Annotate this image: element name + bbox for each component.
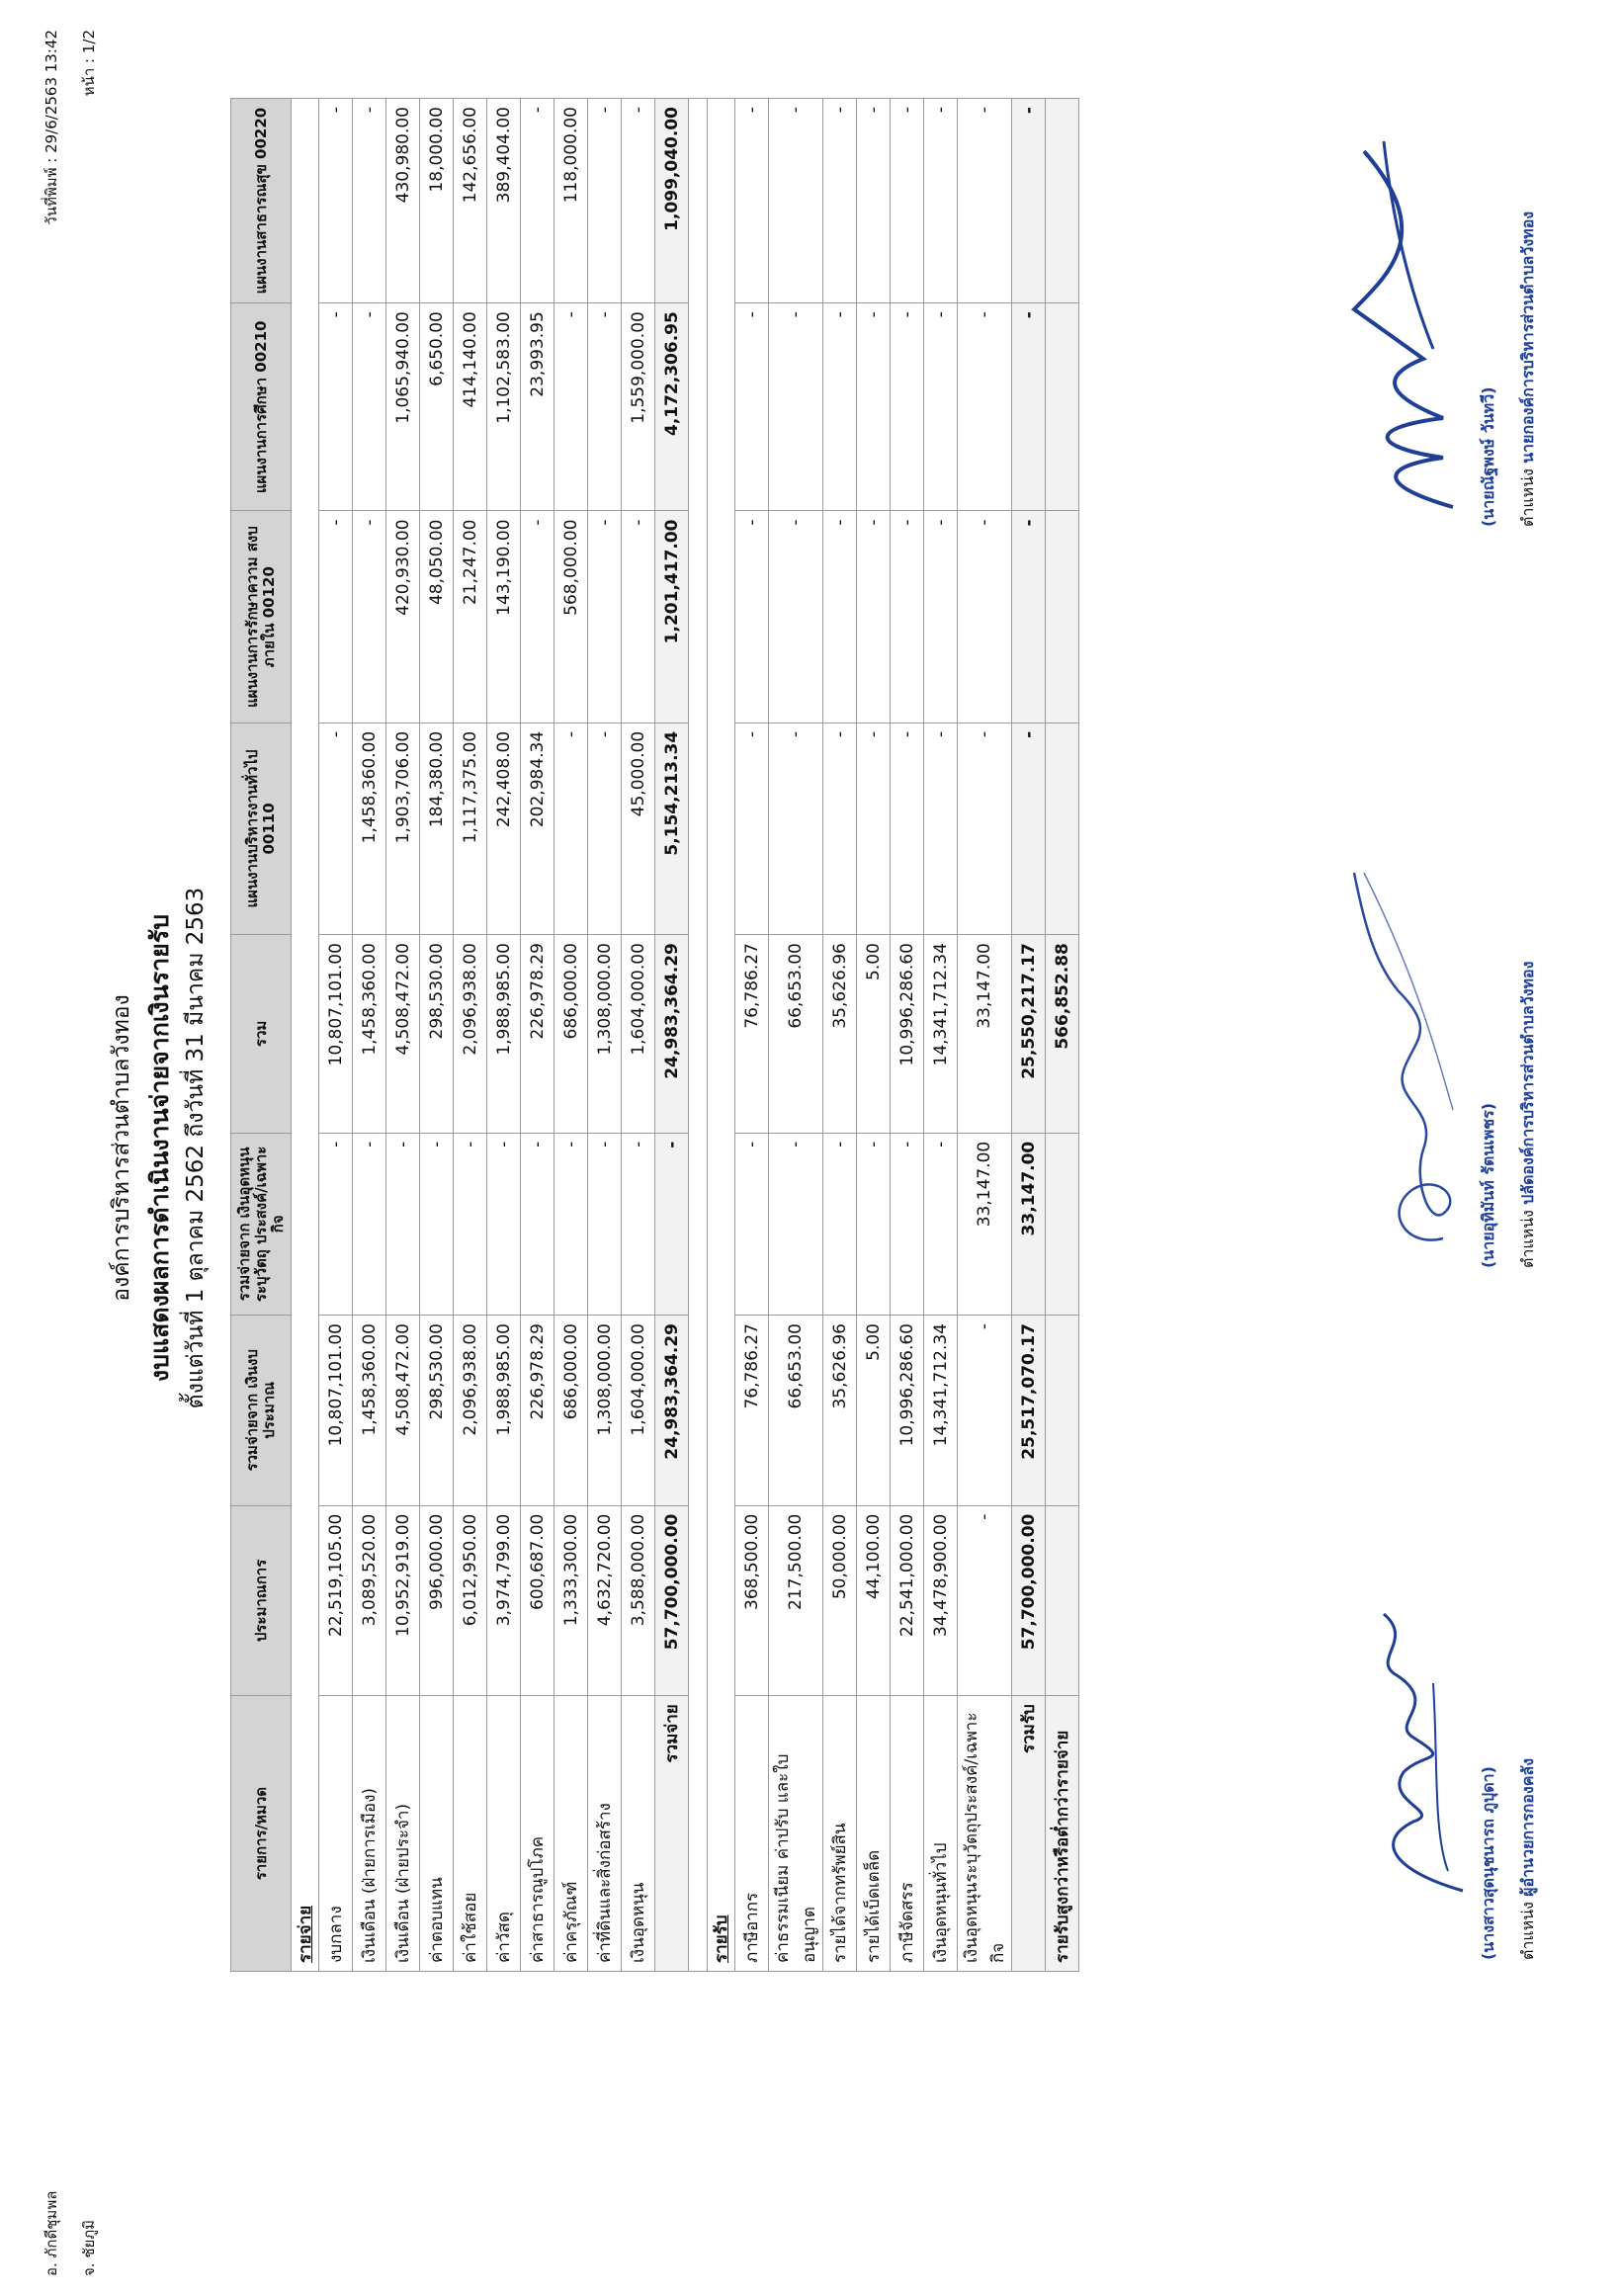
cell: -: [924, 1133, 958, 1315]
cell: รายได้เบ็ดเตล็ด: [857, 1696, 891, 1972]
cell: -: [622, 1133, 655, 1315]
cell: เงินอุดหนุนระบุวัตถุประสงค์/เฉพาะกิจ: [958, 1696, 1012, 1972]
cell: -: [958, 1316, 1012, 1506]
page-number: หน้า : 1/2: [80, 30, 98, 97]
cell: ค่าใช้สอย: [454, 1696, 487, 1972]
cell: -: [924, 723, 958, 934]
cell: 142,656.00: [454, 99, 487, 303]
report-title: งบแสดงผลการดำเนินงานจ่ายจากเงินรายรับ: [145, 913, 174, 1383]
position-label: ตำแหน่ง: [1518, 1210, 1537, 1268]
col-header-estimate: ประมาณการ: [231, 1505, 292, 1696]
cell: -: [1012, 511, 1046, 723]
cell: -: [588, 303, 622, 511]
report-period: ตั้งแต่วันที่ 1 ตุลาคม 2562 ถึงวันที่ 31 มีนาคม 2563: [183, 887, 209, 1409]
cell: 18,000.00: [420, 99, 454, 303]
cell: -: [857, 511, 891, 723]
cell: ค่าวัสดุ: [487, 1696, 521, 1972]
cell: -: [521, 1133, 554, 1315]
table-row: [554, 99, 588, 1972]
cell: -: [958, 1505, 1012, 1696]
section-row: [708, 99, 735, 1972]
cell: -: [386, 1133, 420, 1315]
cell: -: [588, 1133, 622, 1315]
table-row: [622, 99, 655, 1972]
cell: -: [622, 511, 655, 723]
table-row: [924, 99, 958, 1972]
cell: -: [1012, 723, 1046, 934]
handwritten-signature: [1354, 1594, 1483, 1911]
cell: -: [622, 99, 655, 303]
cell: 23,993.95: [521, 303, 554, 511]
cell: 1,117,375.00: [454, 723, 487, 934]
cell: -: [958, 723, 1012, 934]
cell: 66,653.00: [769, 1316, 823, 1506]
cell: 14,341,712.34: [924, 935, 958, 1134]
cell: 686,000.00: [554, 1316, 588, 1506]
cell: -: [521, 99, 554, 303]
cell: -: [319, 303, 353, 511]
cell: -: [857, 1133, 891, 1315]
cell: ค่าตอบแทน: [420, 1696, 454, 1972]
cell: -: [588, 99, 622, 303]
cell: 996,000.00: [420, 1505, 454, 1696]
signer-name: (นางสาวสุดนุชนารถ ภูปุดา): [1479, 1766, 1497, 1960]
cell: 35,626.96: [823, 935, 857, 1134]
cell: 1,065,940.00: [386, 303, 420, 511]
cell: ค่าสาธารณูปโภค: [521, 1696, 554, 1972]
cell: รวมรับ: [1012, 1696, 1046, 1972]
cell: 24,983,364.29: [655, 935, 689, 1134]
cell: 686,000.00: [554, 935, 588, 1134]
table-row: [588, 99, 622, 1972]
cell: -: [823, 99, 857, 303]
cell: -: [735, 1133, 769, 1315]
cell: 217,500.00: [769, 1505, 823, 1696]
cell: -: [958, 511, 1012, 723]
cell: 1,333,300.00: [554, 1505, 588, 1696]
cell: -: [891, 511, 924, 723]
cell: 21,247.00: [454, 511, 487, 723]
cell: 1,604,000.00: [622, 1316, 655, 1506]
cell: 10,807,101.00: [319, 935, 353, 1134]
cell: -: [353, 1133, 386, 1315]
position-label: ตำแหน่ง: [1518, 1902, 1537, 1960]
table-row: [891, 99, 924, 1972]
cell: ค่าครุภัณฑ์: [554, 1696, 588, 1972]
cell: 242,408.00: [487, 723, 521, 934]
cell: [1046, 723, 1079, 934]
cell: -: [319, 511, 353, 723]
cell: 33,147.00: [958, 935, 1012, 1134]
balance-label: รายรับสูงกว่าหรือต่ำกว่ารายจ่าย: [1046, 1696, 1079, 1972]
cell: ค่าที่ดินและสิ่งก่อสร้าง: [588, 1696, 622, 1972]
cell: 57,700,000.00: [655, 1505, 689, 1696]
cell: 14,341,712.34: [924, 1316, 958, 1506]
cell: -: [735, 303, 769, 511]
cell: -: [554, 723, 588, 934]
table-row: [353, 99, 386, 1972]
cell: 57,700,000.00: [1012, 1505, 1046, 1696]
table-row: [857, 99, 891, 1972]
table-row: [454, 99, 487, 1972]
report-table: [230, 98, 1079, 1972]
cell: -: [958, 303, 1012, 511]
cell: 389,404.00: [487, 99, 521, 303]
cell: -: [454, 1133, 487, 1315]
cell: 4,172,306.95: [655, 303, 689, 511]
section-row: [292, 99, 319, 1972]
cell: 4,632,720.00: [588, 1505, 622, 1696]
cell: 118,000.00: [554, 99, 588, 303]
cell: -: [823, 1133, 857, 1315]
cell: -: [1012, 99, 1046, 303]
signer-position: ผู้อำนวยการกองคลัง: [1518, 1757, 1537, 1897]
cell: [1046, 99, 1079, 303]
cell: -: [735, 99, 769, 303]
cell: ภาษีอากร: [735, 1696, 769, 1972]
cell: 1,308,000.00: [588, 1316, 622, 1506]
cell: -: [319, 723, 353, 934]
signer-position: นายกองค์การบริหารส่วนตำบลวังทอง: [1518, 211, 1537, 464]
spacer-row: [689, 99, 708, 1972]
table-row: [487, 99, 521, 1972]
col-header-general-admin: แผนงานบริหารงานทั่วไป 00110: [231, 723, 292, 934]
cell: รวมจ่าย: [655, 1696, 689, 1972]
cell: -: [891, 723, 924, 934]
cell: 25,517,070.17: [1012, 1316, 1046, 1506]
district-text: อ. ภักดีชุมพล: [43, 2190, 60, 2276]
org-name: องค์การบริหารส่วนตำบลวังทอง: [109, 994, 134, 1302]
signer-name: (นายณัฐพงษ์ วันทวี): [1479, 386, 1497, 527]
cell: 1,308,000.00: [588, 935, 622, 1134]
cell: 35,626.96: [823, 1316, 857, 1506]
table-row: [319, 99, 353, 1972]
cell: 2,096,938.00: [454, 935, 487, 1134]
cell: 1,099,040.00: [655, 99, 689, 303]
cell: ค่าธรรมเนียม ค่าปรับ และใบอนุญาต: [769, 1696, 823, 1972]
cell: 1,458,360.00: [353, 935, 386, 1134]
table-header-row: [231, 99, 292, 1972]
handwritten-signature: [1334, 131, 1483, 527]
cell: -: [823, 723, 857, 934]
signature-block-finance: [1354, 1377, 1611, 1970]
table-row: [420, 99, 454, 1972]
col-header-security: แผนงานการรักษาความ สงบภายใน 00120: [231, 511, 292, 723]
cell: -: [769, 1133, 823, 1315]
cell: -: [769, 99, 823, 303]
cell: [1046, 1316, 1079, 1506]
cell: -: [857, 723, 891, 934]
cell: 22,541,000.00: [891, 1505, 924, 1696]
cell: 76,786.27: [735, 935, 769, 1134]
cell: 10,996,286.60: [891, 1316, 924, 1506]
cell: -: [487, 1133, 521, 1315]
cell: [1046, 1133, 1079, 1315]
cell: -: [319, 99, 353, 303]
balance-row: [1046, 99, 1079, 1972]
cell: -: [891, 303, 924, 511]
cell: -: [958, 99, 1012, 303]
cell: -: [823, 303, 857, 511]
cell: 25,550,217.17: [1012, 935, 1046, 1134]
cell: 3,089,520.00: [353, 1505, 386, 1696]
cell: 568,000.00: [554, 511, 588, 723]
cell: 45,000.00: [622, 723, 655, 934]
cell: -: [769, 511, 823, 723]
signer-name: (นายอุทิมันท์ รัตนเพชร): [1479, 1102, 1497, 1268]
print-date: วันที่พิมพ์ : 29/6/2563 13:42: [43, 30, 60, 225]
col-header-total: รวม: [231, 935, 292, 1134]
cell: 1,988,985.00: [487, 1316, 521, 1506]
cell: 6,650.00: [420, 303, 454, 511]
cell: -: [735, 723, 769, 934]
cell: ภาษีจัดสรร: [891, 1696, 924, 1972]
cell: 76,786.27: [735, 1316, 769, 1506]
cell: 5.00: [857, 935, 891, 1134]
cell: 143,190.00: [487, 511, 521, 723]
col-header-item: รายการ/หมวด: [231, 1696, 292, 1972]
cell: [1046, 303, 1079, 511]
cell: [1046, 1505, 1079, 1696]
cell: 1,559,000.00: [622, 303, 655, 511]
cell: -: [735, 511, 769, 723]
cell: -: [319, 1133, 353, 1315]
signer-position-line: [1512, 962, 1544, 1268]
cell: 184,380.00: [420, 723, 454, 934]
cell: -: [1012, 303, 1046, 511]
cell: 48,050.00: [420, 511, 454, 723]
cell: 1,988,985.00: [487, 935, 521, 1134]
signer-position: ปลัดองค์การบริหารส่วนตำบลวังทอง: [1518, 961, 1537, 1205]
cell: 10,807,101.00: [319, 1316, 353, 1506]
section-income: รายรับ: [708, 99, 735, 1972]
cell: 202,984.34: [521, 723, 554, 934]
cell: -: [420, 1133, 454, 1315]
col-header-health: แผนงานสาธารณสุข 00220: [231, 99, 292, 303]
col-header-education: แผนงานการศึกษา 00210: [231, 303, 292, 511]
cell: 1,903,706.00: [386, 723, 420, 934]
cell: 5,154,213.34: [655, 723, 689, 934]
cell: 6,012,950.00: [454, 1505, 487, 1696]
cell: 4,508,472.00: [386, 1316, 420, 1506]
col-header-grant-spend: รวมจ่ายจาก เงินอุดหนุนระบุวัตถุ ประสงค์/เฉพาะกิจ: [231, 1133, 292, 1315]
cell: -: [769, 303, 823, 511]
cell: 5.00: [857, 1316, 891, 1506]
cell: -: [924, 99, 958, 303]
signature-block-clerk: [1354, 665, 1611, 1308]
cell: 226,978.29: [521, 935, 554, 1134]
cell: งบกลาง: [319, 1696, 353, 1972]
signature-block-mayor: [1354, 3, 1611, 547]
cell: -: [521, 511, 554, 723]
cell: 414,140.00: [454, 303, 487, 511]
cell: 1,458,360.00: [353, 723, 386, 934]
table-row: [958, 99, 1012, 1972]
section-expense: รายจ่าย: [292, 99, 319, 1972]
cell: 368,500.00: [735, 1505, 769, 1696]
cell: -: [924, 303, 958, 511]
cell: 430,980.00: [386, 99, 420, 303]
cell: เงินเดือน (ฝ่ายการเมือง): [353, 1696, 386, 1972]
cell: 10,952,919.00: [386, 1505, 420, 1696]
cell: -: [554, 1133, 588, 1315]
table-row: [769, 99, 823, 1972]
cell: 1,102,583.00: [487, 303, 521, 511]
cell: 1,458,360.00: [353, 1316, 386, 1506]
cell: -: [353, 99, 386, 303]
cell: 33,147.00: [1012, 1133, 1046, 1315]
cell: 44,100.00: [857, 1505, 891, 1696]
col-header-budget-spend: รวมจ่ายจาก เงินงบประมาณ: [231, 1316, 292, 1506]
income-total-row: [1012, 99, 1046, 1972]
cell: [1046, 511, 1079, 723]
cell: 600,687.00: [521, 1505, 554, 1696]
position-label: ตำแหน่ง: [1518, 468, 1537, 527]
cell: 3,974,799.00: [487, 1505, 521, 1696]
cell: -: [588, 723, 622, 934]
cell: -: [924, 511, 958, 723]
table-row: [823, 99, 857, 1972]
cell: 24,983,364.29: [655, 1316, 689, 1506]
signer-position-line: [1512, 212, 1544, 527]
cell: -: [655, 1133, 689, 1315]
cell: -: [769, 723, 823, 934]
cell: 2,096,938.00: [454, 1316, 487, 1506]
table-row: [735, 99, 769, 1972]
cell: -: [554, 303, 588, 511]
province-text: จ. ชัยภูมิ: [80, 2219, 98, 2276]
table-row: [521, 99, 554, 1972]
cell: 4,508,472.00: [386, 935, 420, 1134]
cell: 1,604,000.00: [622, 935, 655, 1134]
cell: เงินอุดหนุน: [622, 1696, 655, 1972]
cell: 298,530.00: [420, 935, 454, 1134]
cell: -: [891, 99, 924, 303]
spacer-cell: [689, 99, 708, 1972]
cell: 1,201,417.00: [655, 511, 689, 723]
cell: -: [857, 303, 891, 511]
cell: -: [353, 511, 386, 723]
cell: -: [353, 303, 386, 511]
cell: 10,996,286.60: [891, 935, 924, 1134]
cell: -: [588, 511, 622, 723]
cell: 3,588,000.00: [622, 1505, 655, 1696]
cell: -: [857, 99, 891, 303]
cell: 50,000.00: [823, 1505, 857, 1696]
cell: 420,930.00: [386, 511, 420, 723]
cell: เงินเดือน (ฝ่ายประจำ): [386, 1696, 420, 1972]
handwritten-signature: [1344, 853, 1483, 1268]
cell: -: [891, 1133, 924, 1315]
table-row: [386, 99, 420, 1972]
expense-total-row: [655, 99, 689, 1972]
signer-position-line: [1512, 1758, 1544, 1960]
balance-value: 566,852.88: [1046, 935, 1079, 1134]
cell: 226,978.29: [521, 1316, 554, 1506]
cell: 34,478,900.00: [924, 1505, 958, 1696]
cell: 66,653.00: [769, 935, 823, 1134]
cell: -: [823, 511, 857, 723]
cell: 33,147.00: [958, 1133, 1012, 1315]
cell: 22,519,105.00: [319, 1505, 353, 1696]
cell: เงินอุดหนุนทั่วไป: [924, 1696, 958, 1972]
cell: 298,530.00: [420, 1316, 454, 1506]
cell: รายได้จากทรัพย์สิน: [823, 1696, 857, 1972]
